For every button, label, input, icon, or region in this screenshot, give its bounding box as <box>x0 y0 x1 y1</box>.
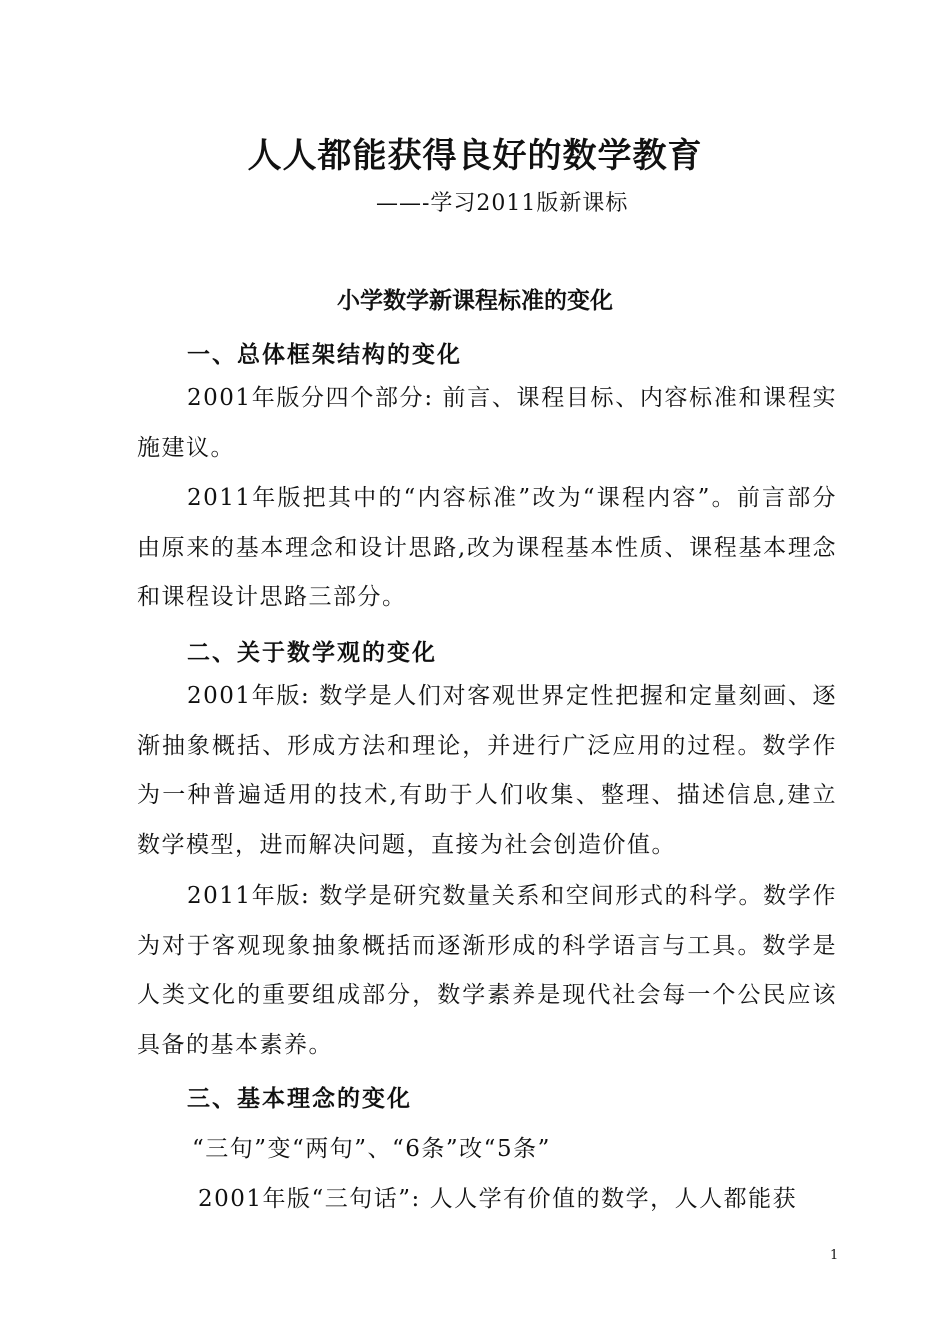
document-title: 人人都能获得良好的数学教育 <box>247 136 703 176</box>
paragraph-2-2: 2011年版: 数学是研究数量关系和空间形式的科学。数学作为对于客观现象抽象概括而逐渐形成的科学语言与工具。数学是人类文化的重要组成部分，数学素养是现代社会每一个公民应该具备的基本素养。 <box>137 883 837 1058</box>
document-subtitle: ——-学习2011版新课标 <box>376 191 629 216</box>
section-title: 小学数学新课程标准的变化 <box>337 287 613 314</box>
text-line-2: 2001年版“三句话”: 人人学有价值的数学，人人都能获 <box>198 1186 798 1212</box>
section-heading-3: 三、基本理念的变化 <box>187 1085 412 1112</box>
paragraph-1-2: 2011年版把其中的“内容标准”改为“课程内容”。前言部分由原来的基本理念和设计思路,改为课程基本性质、课程基本理念和课程设计思路三部分。 <box>137 485 837 610</box>
paragraph-1-1: 2001年版分四个部分: 前言、课程目标、内容标准和课程实施建议。 <box>137 385 837 461</box>
page-number: 1 <box>830 1248 839 1263</box>
section-heading-1: 一、总体框架结构的变化 <box>187 341 462 368</box>
paragraph-2-1: 2001年版: 数学是人们对客观世界定性把握和定量刻画、逐渐抽象概括、形成方法和理论，并进行广泛应用的过程。数学作为一种普遍适用的技术,有助于人们收集、整理、描述信息,建立数学模型，进而解决问题，直接为社会创造价值。 <box>137 683 837 858</box>
section-heading-2: 二、关于数学观的变化 <box>187 639 437 666</box>
text-line-1: “三句”变“两句”、“6条”改“5条” <box>192 1136 551 1162</box>
